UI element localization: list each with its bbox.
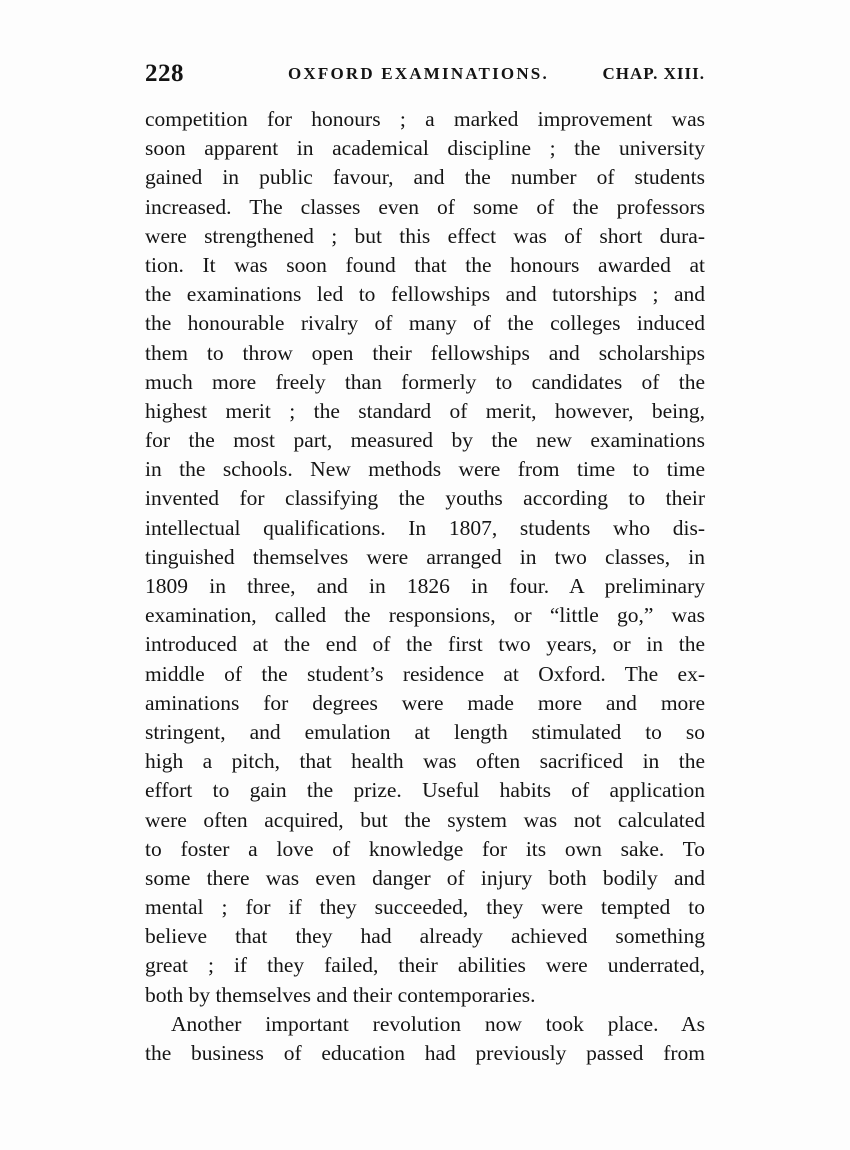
text-line: aminations for degrees were made more and more: [145, 690, 705, 715]
chapter-reference: CHAP. XIII.: [602, 64, 705, 83]
text-line: highest merit ; the standard of merit, however, being,: [145, 398, 705, 423]
text-line: the examinations led to fellowships and tutorships ; and: [145, 282, 705, 307]
text-line: high a pitch, that health was often sacrificed in the: [145, 749, 705, 774]
text-line: increased. The classes even of some of the professors: [145, 194, 705, 219]
text-line: were strengthened ; but this effect was of short dura-: [145, 223, 705, 248]
running-head: [145, 60, 705, 94]
text-line: great ; if they failed, their abilities were underrated,: [145, 953, 705, 978]
text-line: both by themselves and their contemporaries.: [145, 982, 536, 1007]
text-line: introduced at the end of the first two years, or in the: [145, 632, 705, 657]
text-line: Another important revolution now took place. As: [171, 1011, 705, 1036]
text-line: tinguished themselves were arranged in two classes, in: [145, 544, 705, 569]
paragraph-1: [145, 105, 705, 1010]
text-line: were often acquired, but the system was not calculated: [145, 807, 705, 832]
text-line: some there was even danger of injury both bodily and: [145, 865, 705, 890]
text-line: examination, called the responsions, or “little go,” was: [145, 603, 705, 628]
text-line: competition for honours ; a marked improvement was: [145, 107, 705, 131]
paragraph-2: [145, 1010, 705, 1068]
text-line: tion. It was soon found that the honours awarded at: [145, 252, 705, 277]
text-line: the business of education had previously passed from: [145, 1041, 705, 1065]
text-line: them to throw open their fellowships and scholarships: [145, 340, 705, 365]
text-line: middle of the student’s residence at Oxford. The ex-: [145, 661, 705, 686]
text-line: 1809 in three, and in 1826 in four. A preliminary: [145, 574, 705, 598]
text-line: in the schools. New methods were from time to time: [145, 457, 705, 482]
text-line: believe that they had already achieved something: [145, 924, 705, 949]
page-number: 228: [145, 60, 184, 87]
text-line: mental ; for if they succeeded, they were tempted to: [145, 895, 705, 920]
text-line: invented for classifying the youths according to their: [145, 486, 705, 511]
text-line: soon apparent in academical discipline ; the university: [145, 136, 705, 161]
text-line: effort to gain the prize. Useful habits of application: [145, 778, 705, 803]
running-title: OXFORD EXAMINATIONS.: [288, 64, 549, 83]
text-line: the honourable rivalry of many of the colleges induced: [145, 311, 705, 336]
text-line: much more freely than formerly to candidates of the: [145, 369, 705, 394]
body-text: [145, 105, 705, 1068]
text-line: gained in public favour, and the number of students: [145, 165, 705, 190]
text-line: to foster a love of knowledge for its own sake. To: [145, 836, 705, 861]
text-line: stringent, and emulation at length stimulated to so: [145, 719, 705, 744]
text-line: intellectual qualifications. In 1807, students who dis-: [145, 515, 705, 540]
text-line: for the most part, measured by the new examinations: [145, 428, 705, 453]
